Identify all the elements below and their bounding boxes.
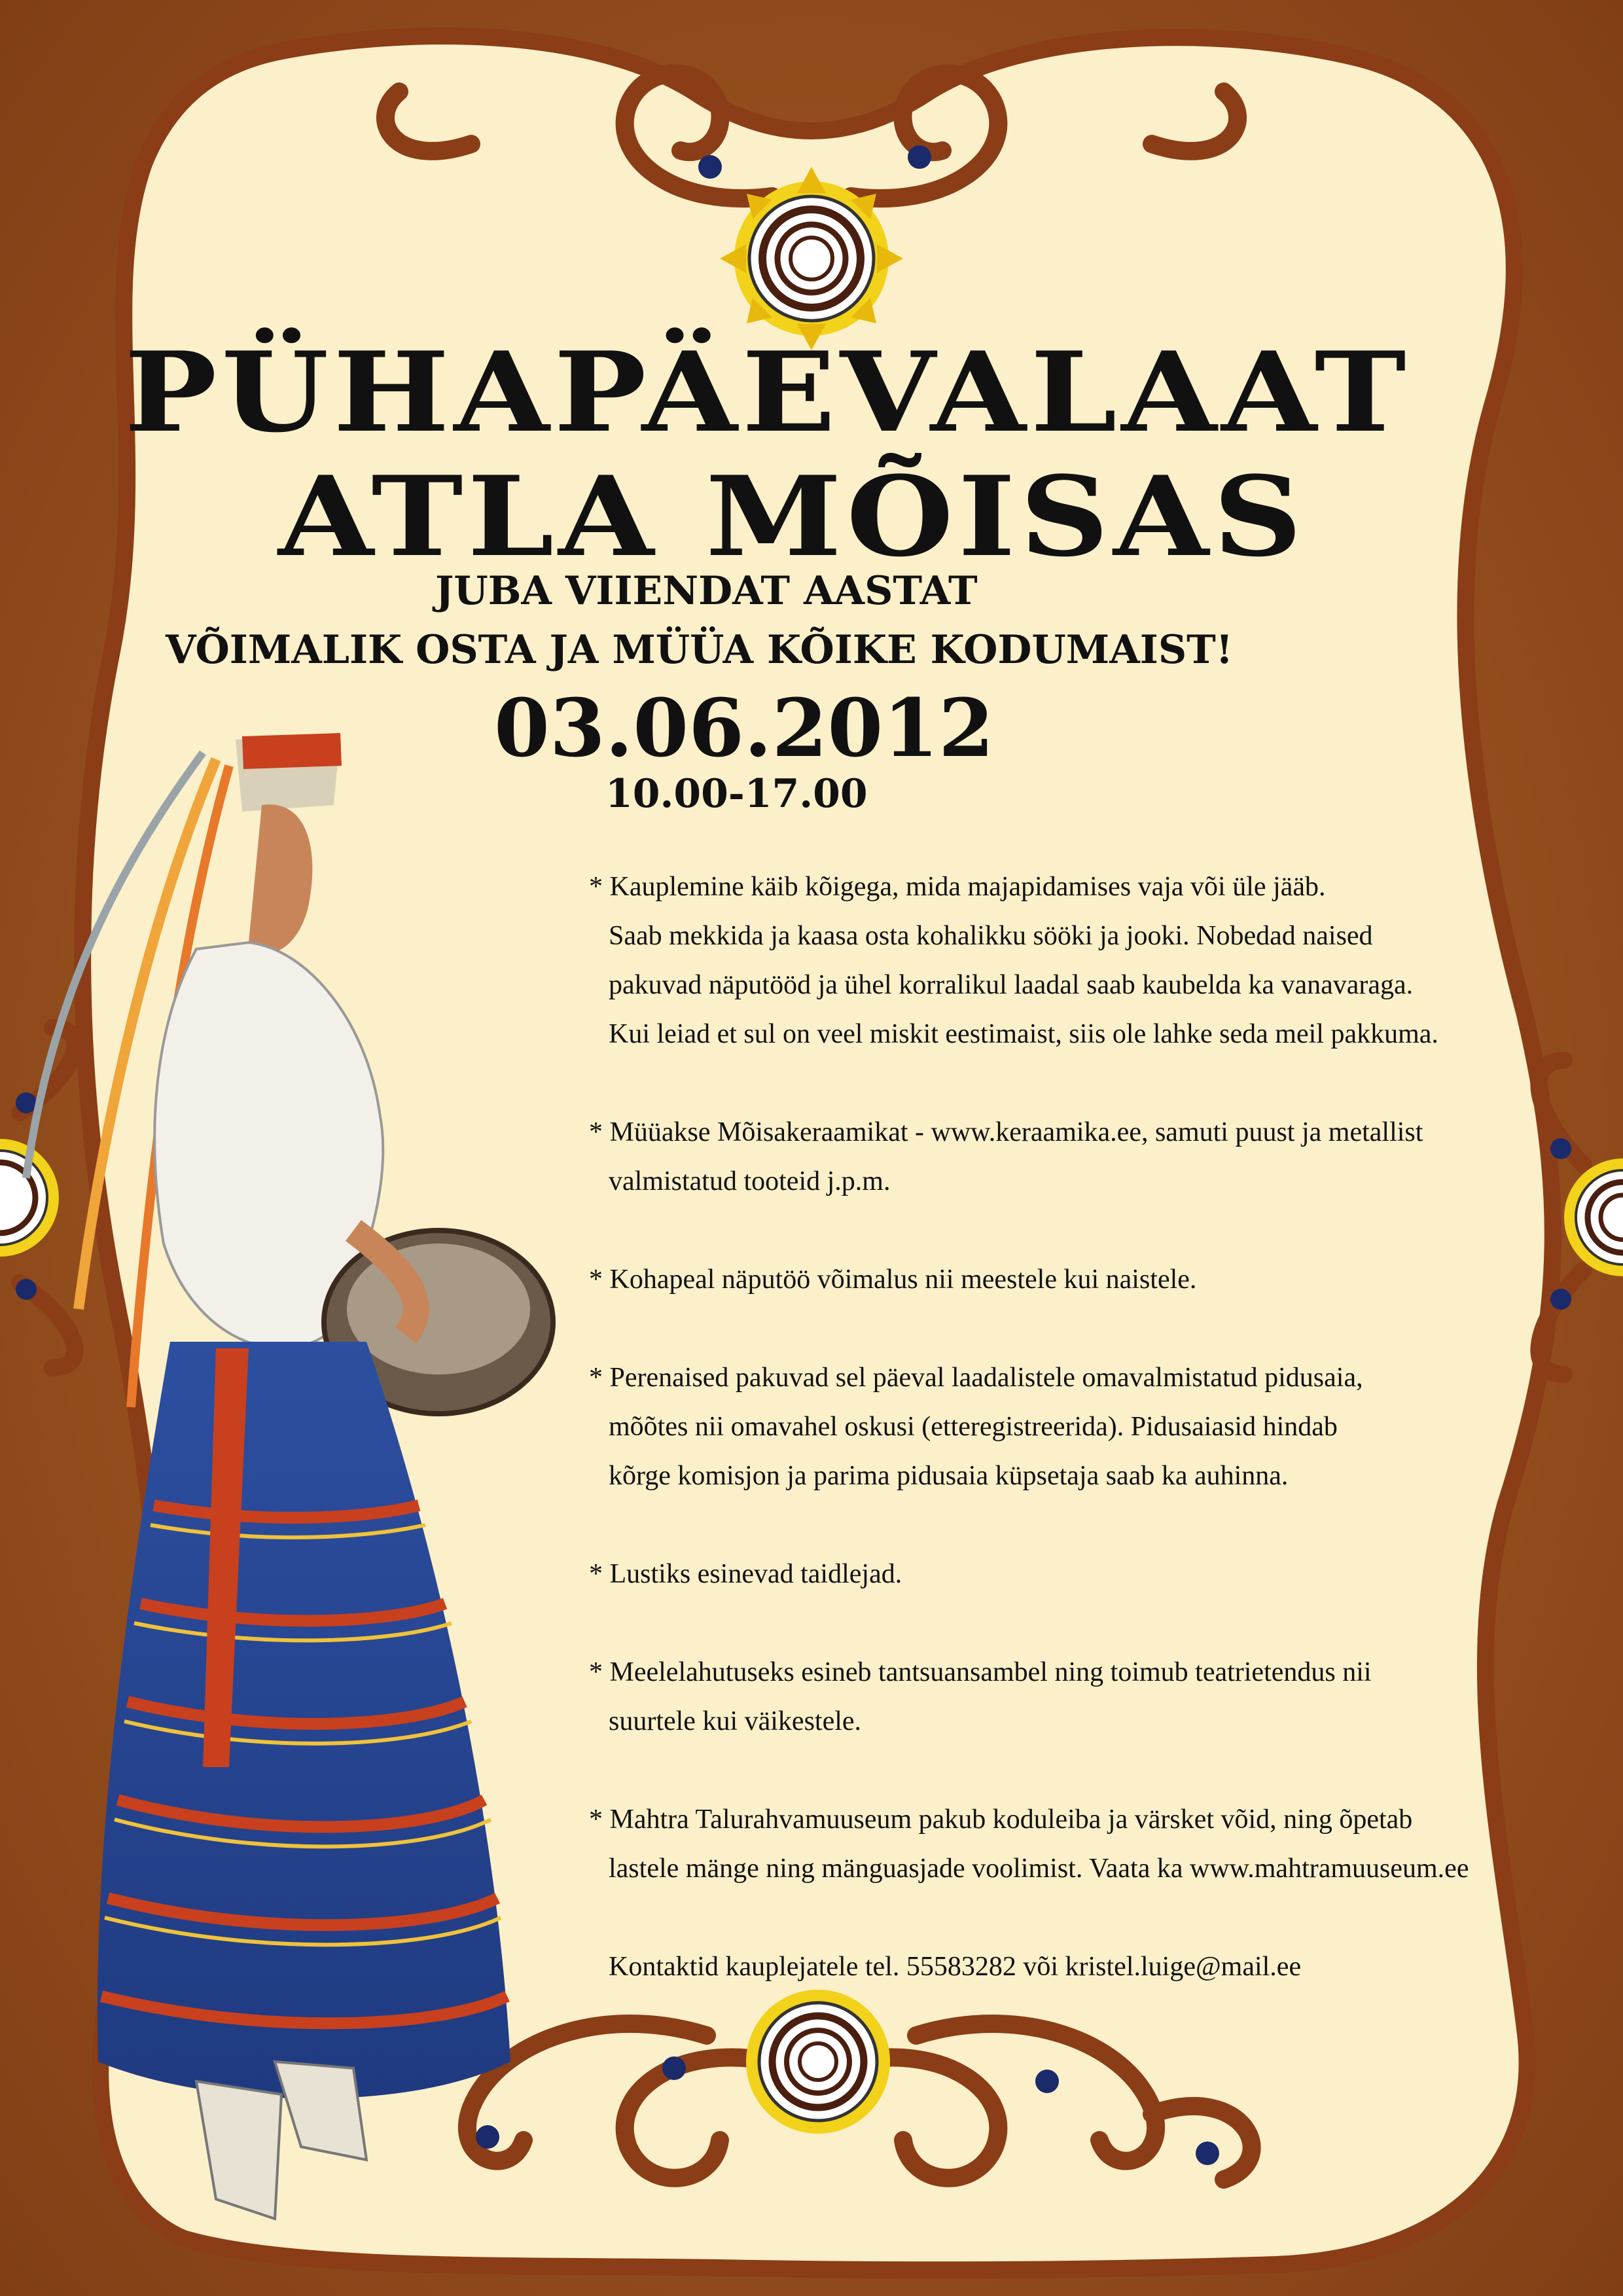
event-time: 10.00-17.00 xyxy=(605,771,868,817)
info-line: * Perenaised pakuvad sel päeval laadalistele omavalmistatud pidusaia, xyxy=(589,1363,1363,1393)
subtitle-line2: VÕIMALIK OSTA JA MÜÜA KÕIKE KODUMAIST! xyxy=(166,627,1234,673)
swirl-eye xyxy=(16,1279,37,1300)
info-line: suurtele kui väikestele. xyxy=(609,1706,862,1736)
swirl-eye xyxy=(1550,1289,1571,1310)
swirl-eye xyxy=(1196,2142,1219,2165)
swirl-eye xyxy=(476,2125,499,2149)
info-line: * Meelelahutuseks esineb tantsuansambel ning toimub teatrietendus nii xyxy=(589,1657,1372,1687)
info-line: Kui leiad et sul on veel miskit eestimaist, siis ole lahke seda meil pakkuma. xyxy=(609,1019,1438,1049)
info-line: mõõtes nii omavahel oskusi (etteregistreerida). Pidusaiasid hindab xyxy=(609,1412,1338,1442)
info-paragraph xyxy=(589,1255,1518,1304)
poster-title-line2: ATLA MÕISAS xyxy=(278,452,1307,581)
info-paragraph xyxy=(589,863,1518,1059)
info-line: * Müüakse Mõisakeraamikat - www.keraamika.ee, samuti puust ja metallist xyxy=(589,1117,1423,1147)
event-date: 03.06.2012 xyxy=(494,681,995,775)
swirl-eye xyxy=(1035,2070,1059,2093)
swirl-eye xyxy=(908,145,931,169)
swirl-eye xyxy=(16,1092,37,1113)
subtitle-line1: JUBA VIIENDAT AASTAT xyxy=(435,568,978,614)
info-line: kõrge komisjon ja parima pidusaia küpsetaja saab ka auhinna. xyxy=(609,1461,1289,1491)
info-line: pakuvad näputööd ja ühel korralikul laadal saab kaubelda ka vanavaraga. xyxy=(609,970,1414,1000)
info-paragraph xyxy=(589,1550,1518,1599)
info-line: valmistatud tooteid j.p.m. xyxy=(609,1166,891,1196)
info-paragraph xyxy=(589,1108,1518,1206)
info-line: * Kohapeal näputöö võimalus nii meestele kui naistele. xyxy=(589,1265,1197,1295)
info-line: Saab mekkida ja kaasa osta kohalikku sööki ja jooki. Nobedad naised xyxy=(609,921,1373,951)
info-line: lastele mänge ning mänguasjade voolimist. Vaata ka www.mahtramuuseum.ee xyxy=(609,1854,1469,1884)
info-line: * Kauplemine käib kõigega, mida majapidamises vaja või üle jääb. xyxy=(589,872,1326,902)
swirl-eye xyxy=(662,2056,686,2080)
poster-title-line1: PÜHAPÄEVALAAT xyxy=(124,327,1411,457)
contact-info: Kontaktid kauplejatele tel. 55583282 või kristel.luige@mail.ee xyxy=(609,1952,1302,1982)
info-line: * Mahtra Talurahvamuuseum pakub koduleiba ja värsket võid, ning õpetab xyxy=(589,1804,1413,1835)
swirl-eye xyxy=(698,155,722,179)
sun-ornament-icon xyxy=(746,1990,890,2134)
event-description xyxy=(589,863,1518,1992)
info-paragraph xyxy=(589,1354,1518,1501)
swirl-eye xyxy=(1550,1138,1571,1159)
info-paragraph xyxy=(589,1795,1518,1893)
info-line: * Lustiks esinevad taidlejad. xyxy=(589,1559,902,1589)
sun-ornament-icon xyxy=(720,167,903,350)
info-paragraph xyxy=(589,1648,1518,1746)
